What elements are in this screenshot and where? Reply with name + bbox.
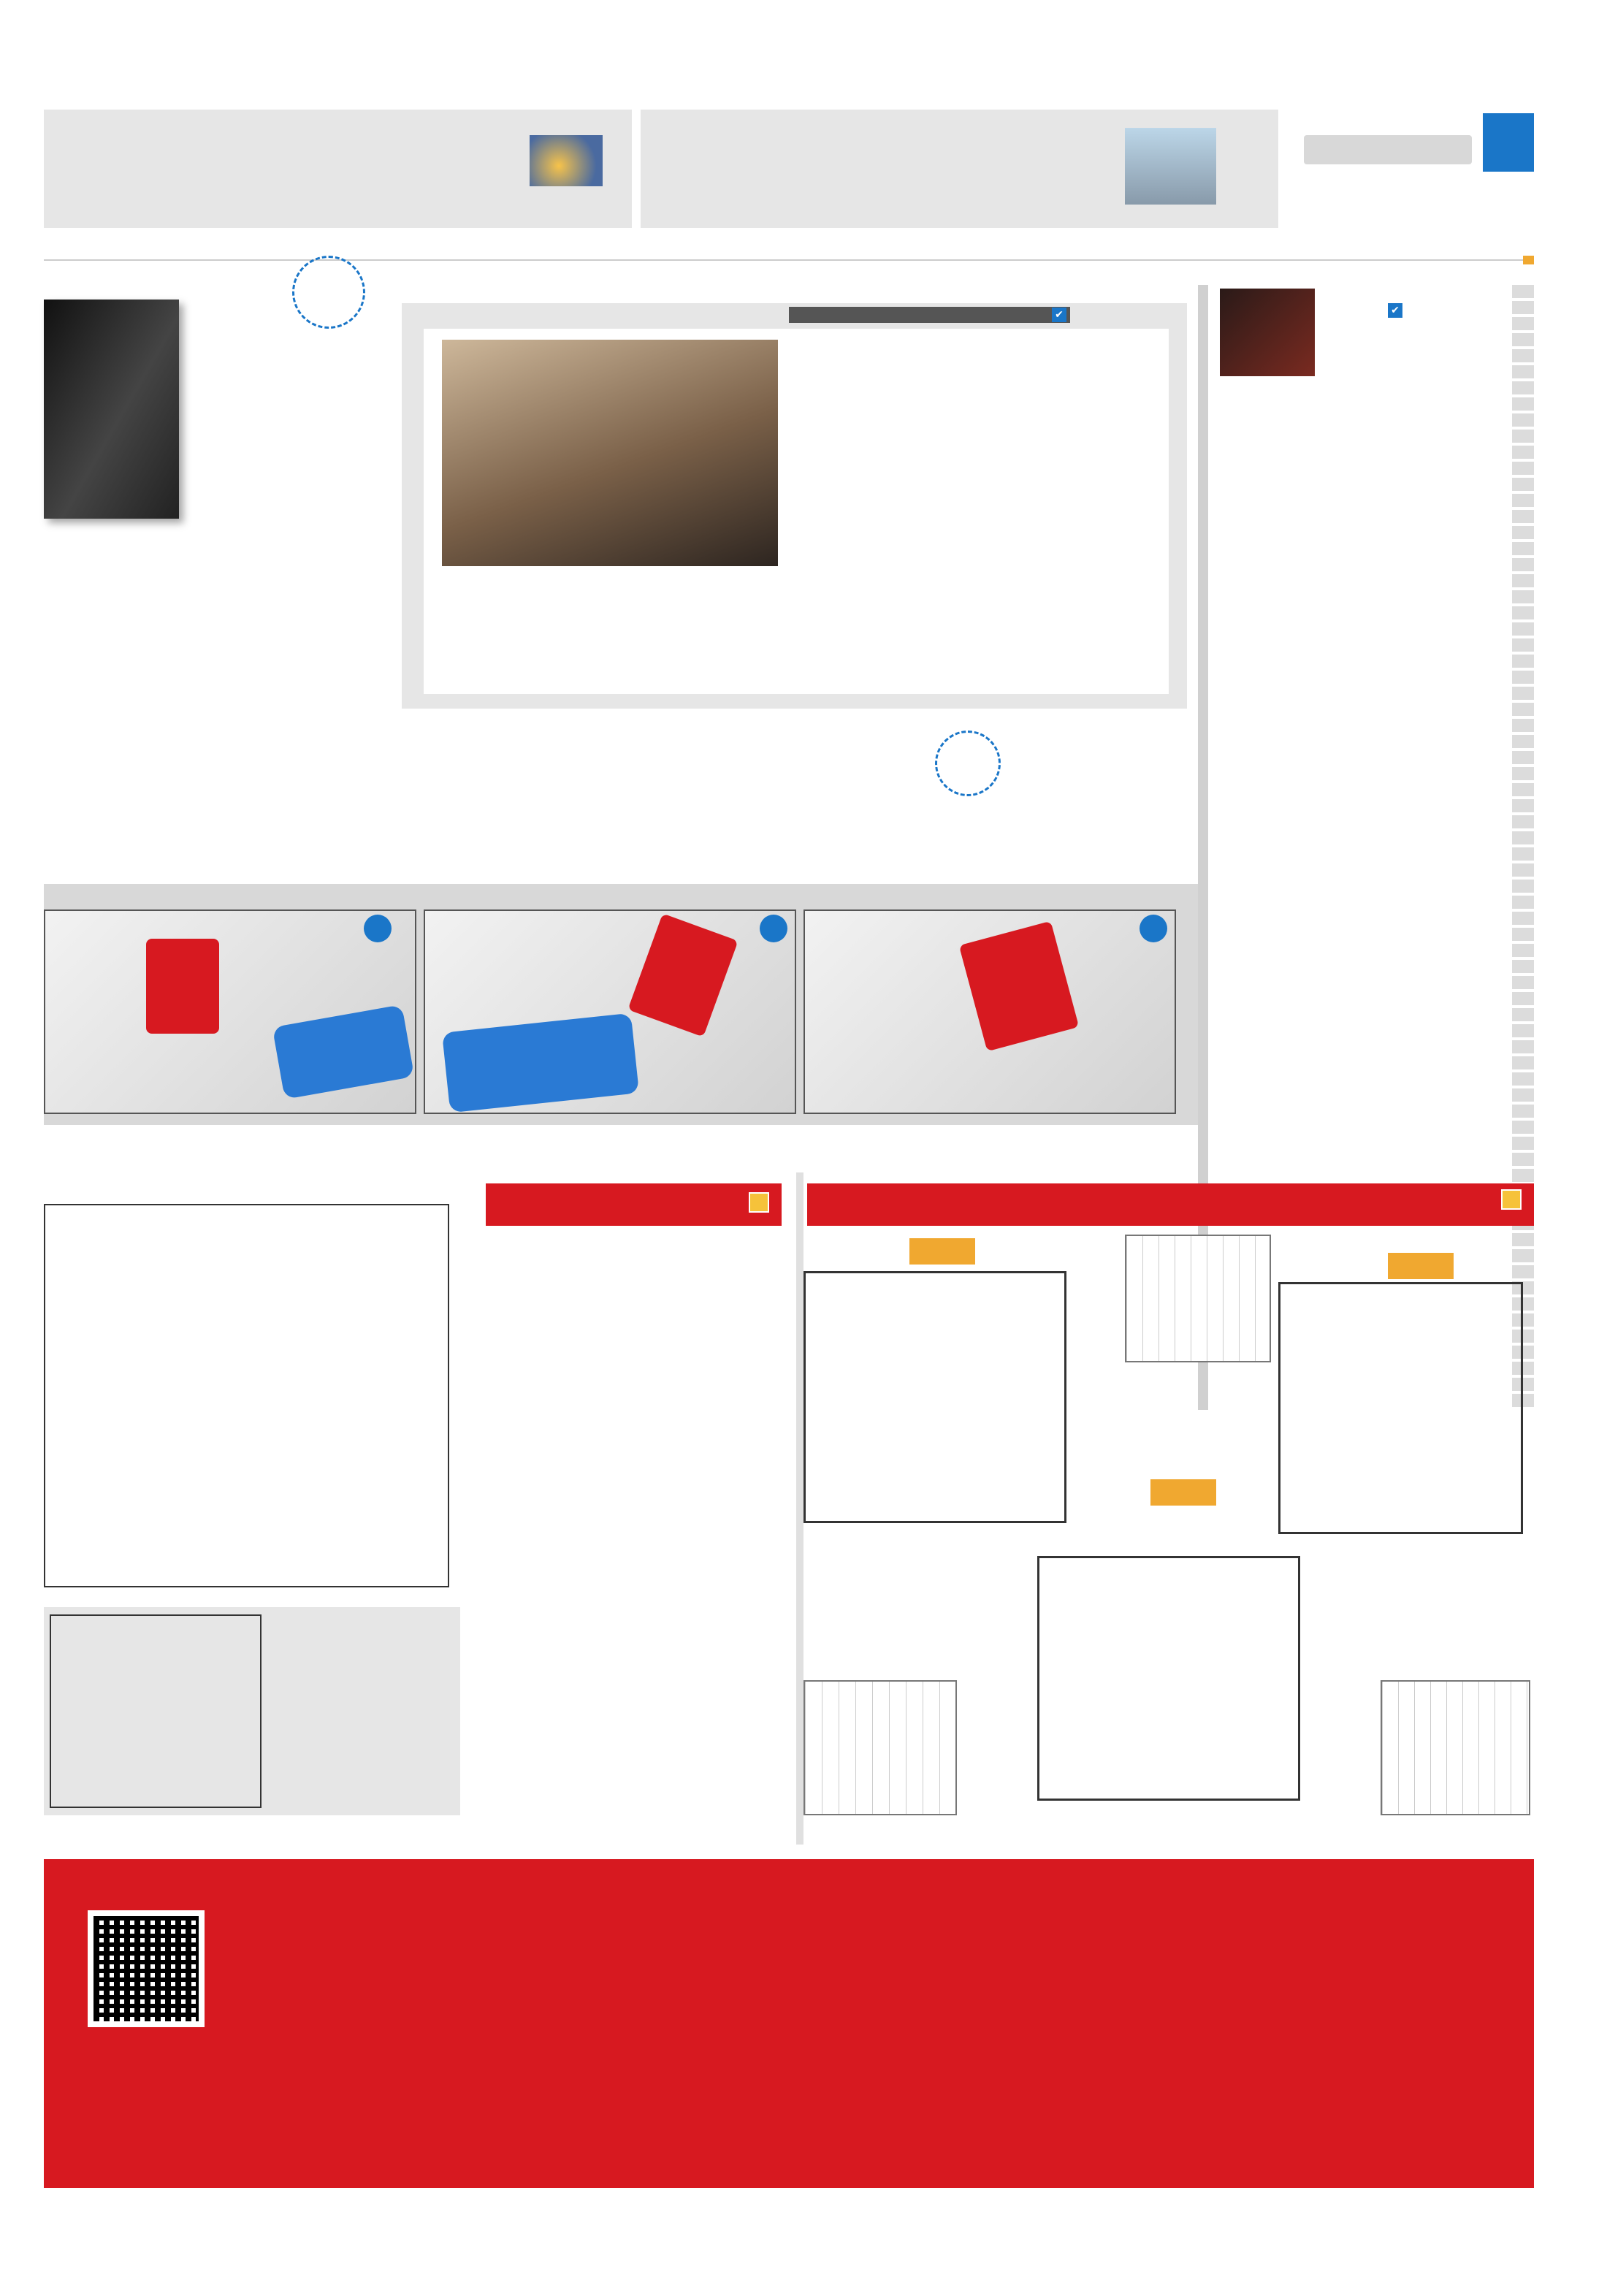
section-rule-accent [1523,256,1534,264]
crossword-row-numbers [449,1204,471,1587]
mini-puzzle-text [289,1614,457,1812]
masthead-logo [1304,135,1472,164]
crossword-logo-icon [749,1192,769,1213]
comic-panel-number-1 [1140,915,1167,942]
album-text [1213,413,1497,1377]
sudoku-answer-1 [1125,1235,1271,1362]
mini-puzzle-title [263,1618,285,1801]
sudoku-medium [1037,1556,1300,1801]
check-icon: ✔ [1052,308,1066,322]
news-bar [44,110,1278,228]
page-number-box [1483,113,1534,172]
lower-rule [796,1172,804,1845]
book-cover [44,300,179,519]
comic-panel-number-2 [760,915,787,942]
book-text [186,387,394,526]
book-text-cont [44,533,394,873]
book-badge [292,256,365,329]
sudoku-header [807,1183,1534,1226]
crossword-column-numbers [44,1180,460,1202]
news-divider [632,110,641,228]
story-badge [935,731,1001,796]
sudoku-hard-label [909,1238,975,1265]
sudoku-easy [1278,1282,1523,1534]
story-text [424,741,928,866]
right-side-strip [1512,285,1534,1410]
crossword-grid [44,1204,449,1587]
crossword-across [632,1242,782,1815]
sudoku-medium-label [1150,1479,1216,1506]
qr-code [88,1910,205,2027]
serial-tag-bar [789,307,1070,323]
ad-banner [44,1859,1534,2188]
serial-photo [442,340,778,566]
section-rule [44,259,1534,261]
comic-book-3 [146,939,219,1034]
serial-text-1 [796,442,1154,690]
mini-puzzle-grid [50,1614,262,1808]
news-image-1 [1125,128,1216,205]
check-icon: ✔ [1388,303,1402,318]
serial-text-2 [442,577,778,687]
sudoku-answer-2 [804,1680,957,1815]
sudoku-hard [804,1271,1066,1523]
sudoku-answer-3 [1381,1680,1530,1815]
comic-panel-number-3 [364,915,392,942]
crossword-header-bar [486,1183,782,1226]
album-cover [1220,289,1315,376]
sudoku-easy-label [1388,1253,1454,1279]
crossword-down [486,1242,625,1815]
ad-logo [1147,2027,1322,2056]
sudoku-logo-icon [1501,1189,1522,1210]
news-image-2 [530,135,603,186]
